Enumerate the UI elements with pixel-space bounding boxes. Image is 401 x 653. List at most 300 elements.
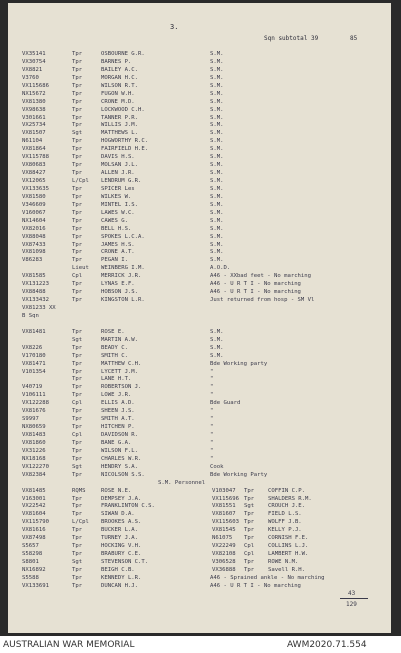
name: HOBSON J.S.	[101, 289, 139, 296]
service-number-2: V306528	[212, 559, 236, 565]
name: MINTEL I.S.	[101, 201, 139, 208]
page-number: 3.	[170, 23, 179, 31]
name: MERRICK J.R.	[101, 273, 142, 280]
rank: L/Cpl	[72, 178, 89, 184]
list-row	[22, 194, 382, 202]
service-number: VX81233 XX	[22, 305, 56, 311]
rank: Tpr	[72, 66, 83, 73]
rank: Tpr	[72, 574, 83, 581]
name: BEIGH C.B.	[101, 566, 135, 573]
service-number: VX82384	[22, 471, 46, 478]
name: HOCKING V.H.	[101, 543, 142, 550]
name: SIWAN D.A.	[101, 511, 135, 518]
name: SMITH A.T.	[101, 416, 135, 423]
list-row	[22, 83, 382, 91]
service-number: VX31226	[22, 447, 46, 454]
service-number: V301661	[22, 114, 46, 121]
remark: A.O.D.	[210, 265, 231, 272]
remark: S.M.	[210, 170, 224, 177]
list-row	[22, 496, 382, 504]
service-number: VX81483	[22, 432, 46, 438]
service-number: N61104	[22, 138, 43, 145]
list-row	[22, 535, 382, 543]
name: ALLEN J.R.	[101, 170, 135, 177]
remark: S.M.	[210, 146, 224, 153]
rank: Tpr	[72, 344, 83, 351]
remark: "	[210, 392, 214, 399]
remark: "	[210, 416, 214, 423]
rank-2: Cpl	[244, 551, 255, 558]
rank: Lieut	[72, 265, 89, 272]
service-number: VX81098	[22, 249, 46, 256]
remark: S.M.	[210, 193, 224, 200]
list-row	[22, 138, 382, 146]
service-number: VX131223	[22, 281, 49, 288]
name: LYCETT J.M.	[101, 368, 139, 375]
list-row	[22, 67, 382, 75]
list-row	[22, 400, 382, 408]
service-number: V106111	[22, 392, 46, 399]
remark: S.M.	[210, 257, 224, 264]
name: JAMES H.S.	[101, 241, 135, 248]
service-number: VX8226	[22, 344, 43, 351]
list-row	[22, 210, 382, 218]
remark: S.M.	[210, 90, 224, 97]
rank: Sgt	[72, 336, 83, 343]
squadron-subtotal-value: 85	[350, 35, 358, 42]
list-row	[22, 527, 382, 535]
list-row	[22, 321, 382, 329]
list-row	[22, 162, 382, 170]
name: BELL H.S.	[101, 225, 132, 232]
service-number: NX16892	[22, 566, 46, 573]
name-2: COFFIN C.P.	[268, 487, 306, 494]
rank: Tpr	[72, 122, 83, 129]
list-row	[22, 202, 382, 210]
service-number: VX81481	[22, 328, 46, 335]
service-number: NX14604	[22, 217, 46, 224]
name: KENNEDY L.R.	[101, 574, 142, 581]
archive-caption: AUSTRALIAN WAR MEMORIAL	[3, 640, 135, 650]
rank: Tpr	[72, 471, 83, 478]
service-number-2: VX81551	[212, 503, 236, 510]
list-row	[22, 170, 382, 178]
rank: Sgt	[72, 130, 83, 137]
remark: Cook	[210, 463, 224, 470]
remark: "	[210, 408, 214, 415]
service-number: VX81380	[22, 98, 46, 105]
list-row	[22, 99, 382, 107]
remark: S.M.	[210, 201, 224, 208]
remark: "	[210, 432, 214, 438]
service-number: NX18168	[22, 455, 46, 462]
rank: Tpr	[72, 408, 83, 415]
name: ROSE N.E.	[101, 487, 132, 494]
rank: Tpr	[72, 74, 83, 81]
rank: Sgt	[72, 463, 83, 470]
rank: Tpr	[72, 185, 83, 192]
name: FRANKLINTON C.S.	[101, 503, 155, 510]
service-number: VX115790	[22, 519, 49, 526]
rank: Tpr	[72, 51, 83, 57]
list-row	[22, 313, 382, 321]
service-number: VX133432	[22, 297, 49, 304]
remark: Just returned from hosp - SM Vl	[210, 297, 315, 304]
service-number: VX81676	[22, 408, 46, 415]
list-row	[22, 551, 382, 559]
list-row	[22, 488, 382, 496]
service-number: VX12065	[22, 178, 46, 184]
rank: Tpr	[72, 106, 83, 113]
list-row	[22, 511, 382, 519]
rank: Tpr	[72, 566, 83, 573]
rank-2: Cpl	[244, 543, 255, 550]
name: MOLSAN J.L.	[101, 162, 139, 169]
name: NICOLSON S.S.	[101, 471, 145, 478]
service-number: NX80659	[22, 424, 46, 431]
rank: Tpr	[72, 535, 83, 542]
name-2: COLLINS L.J.	[268, 543, 309, 550]
remark: "	[210, 439, 214, 446]
rank-2: Tpr	[244, 511, 255, 518]
footer-count-b: 129	[346, 601, 357, 608]
service-number-2: VX115603	[212, 519, 239, 526]
list-row	[22, 242, 382, 250]
remark: "	[210, 368, 214, 375]
name: BAILEY A.C.	[101, 66, 139, 73]
list-row	[22, 448, 382, 456]
list-row	[22, 305, 382, 313]
name: CAWES G.	[101, 217, 128, 224]
list-row	[22, 178, 382, 186]
list-row	[22, 519, 382, 527]
name: OSBOURNE G.R.	[101, 51, 145, 57]
archive-reference: AWM2020.71.554	[287, 640, 367, 650]
name: TURNEY J.A.	[101, 535, 139, 542]
rank: RQMS	[72, 487, 86, 494]
name: SPICER Les	[101, 185, 135, 192]
remark: S.M.	[210, 233, 224, 240]
name: BRABURY C.E.	[101, 551, 142, 558]
remark: S.M.	[210, 185, 224, 192]
service-number: VX81604	[22, 511, 46, 518]
remark: Bde Working party	[210, 360, 268, 367]
service-number-2: V103047	[212, 487, 236, 494]
name-2: WOLFF J.B.	[268, 519, 302, 526]
service-number: VX81485	[22, 487, 46, 494]
service-number: VX88488	[22, 289, 46, 296]
list-row	[22, 543, 382, 551]
name: SPOKES L.C.A.	[101, 233, 145, 240]
rank: Tpr	[72, 162, 83, 169]
service-number: VX8821	[22, 66, 43, 73]
name: BARNES P.	[101, 58, 132, 65]
service-number: VX81507	[22, 130, 46, 137]
service-number: V160067	[22, 209, 46, 216]
list-row	[22, 384, 382, 392]
name: MARTIN A.W.	[101, 336, 139, 343]
name-2: CORNISH F.E.	[268, 535, 309, 542]
list-row	[22, 130, 382, 138]
rank: Tpr	[72, 281, 83, 288]
list-row	[22, 289, 382, 297]
list-row	[22, 218, 382, 226]
service-number-2: VX81607	[212, 511, 236, 518]
service-number: VX115686	[22, 82, 49, 89]
name: BANE G.A.	[101, 439, 132, 446]
service-number-2: VX115696	[212, 495, 239, 502]
remark: S.M.	[210, 98, 224, 105]
rank-2: Sgt	[244, 503, 255, 510]
remark: S.M.	[210, 328, 224, 335]
rank: Tpr	[72, 551, 83, 558]
name-2: SHALDERS R.M.	[268, 495, 312, 502]
rank: Sgt	[72, 559, 83, 565]
rank: Tpr	[72, 289, 83, 296]
list-row	[22, 376, 382, 384]
rank: Tpr	[72, 170, 83, 177]
service-number: VX122288	[22, 400, 49, 407]
service-number: VX25734	[22, 122, 46, 129]
rank-2: Tpr	[244, 559, 255, 565]
remark: S.M.	[210, 154, 224, 161]
name: BEADY C.	[101, 344, 128, 351]
remark: S.M.	[210, 162, 224, 169]
rank: Tpr	[72, 58, 83, 65]
remark: S.M.	[210, 130, 224, 137]
rank: Tpr	[72, 360, 83, 367]
list-row	[22, 392, 382, 400]
name-2: ROWE N.M.	[268, 559, 299, 565]
remark: S.M.	[210, 114, 224, 121]
remark: S.M.	[210, 344, 224, 351]
service-number: V346609	[22, 201, 46, 208]
list-row	[22, 440, 382, 448]
rank: Tpr	[72, 249, 83, 256]
rank: Tpr	[72, 424, 83, 431]
remark: "	[210, 376, 214, 383]
remark: S.M.	[210, 225, 224, 232]
service-number: S58298	[22, 551, 43, 558]
service-number: V101354	[22, 368, 46, 375]
list-row	[22, 480, 382, 488]
name: LOWE J.R.	[101, 392, 132, 399]
rank: Tpr	[72, 582, 83, 589]
service-number: VX81864	[22, 146, 46, 153]
rank: Tpr	[72, 146, 83, 153]
rank-2: Tpr	[244, 495, 255, 502]
service-number: VX87433	[22, 241, 46, 248]
remark: A46 - XXbad feet - No marching	[210, 273, 312, 280]
service-number: VX98638	[22, 106, 46, 113]
rank: Tpr	[72, 241, 83, 248]
list-row	[22, 567, 382, 575]
remark: S.M.	[210, 51, 224, 57]
name: ROSE E.	[101, 328, 125, 335]
rank: Tpr	[72, 114, 83, 121]
service-number-2: VX82108	[212, 551, 236, 558]
name: DAVIS H.S.	[101, 154, 135, 161]
service-number: V163001	[22, 495, 46, 502]
rank: Tpr	[72, 384, 83, 391]
name: BUCKER L.A.	[101, 527, 139, 534]
service-number: VX81585	[22, 273, 46, 280]
list-row	[22, 432, 382, 440]
list-row	[22, 273, 382, 281]
name: LOCKWOOD C.H.	[101, 106, 145, 113]
list-row	[22, 91, 382, 99]
rank: Tpr	[72, 193, 83, 200]
rank: Cpl	[72, 273, 83, 280]
rank: Tpr	[72, 328, 83, 335]
remark: Bde Guard	[210, 400, 241, 407]
name-2: Savell R.H.	[268, 566, 306, 573]
service-number: NX15672	[22, 90, 46, 97]
name: TANNER P.R.	[101, 114, 139, 121]
remark: S.M.	[210, 138, 224, 145]
service-number: V170180	[22, 352, 46, 359]
rank: Tpr	[72, 201, 83, 208]
rank: L/Cpl	[72, 519, 89, 526]
list-row	[22, 329, 382, 337]
remark: A46 - U R T I - No marching	[210, 289, 301, 296]
remark: S.M.	[210, 178, 224, 184]
name: DEMPSEY J.A.	[101, 495, 142, 502]
name: DUNCAN H.J.	[101, 582, 139, 589]
name: CRONE A.T.	[101, 249, 135, 256]
list-row	[22, 583, 382, 591]
service-number: VX88427	[22, 170, 46, 177]
rank: Tpr	[72, 257, 83, 264]
list-row	[22, 408, 382, 416]
list-row	[22, 281, 382, 289]
rank-2: Tpr	[244, 487, 255, 494]
rank-2: Tpr	[244, 519, 255, 526]
service-number: VX88048	[22, 233, 46, 240]
service-number: S5588	[22, 574, 39, 581]
service-number: VX22542	[22, 503, 46, 510]
service-number: VX133635	[22, 185, 49, 192]
list-row	[22, 59, 382, 67]
service-number: VX87498	[22, 535, 46, 542]
rank: Tpr	[72, 225, 83, 232]
rank: Tpr	[72, 527, 83, 534]
list-row	[22, 75, 382, 83]
list-row	[22, 575, 382, 583]
name-2: KELLY P.J.	[268, 527, 302, 534]
service-number: VX133691	[22, 582, 49, 589]
remark: S.M.	[210, 209, 224, 216]
service-number: VX81860	[22, 439, 46, 446]
rank: Tpr	[72, 297, 83, 304]
rank: Tpr	[72, 90, 83, 97]
name-2: LAMBERT H.W.	[268, 551, 309, 558]
list-row	[22, 297, 382, 305]
list-row	[22, 234, 382, 242]
name: MATTHEW C.H.	[101, 360, 142, 367]
rank: Tpr	[72, 543, 83, 550]
remark: S.M.	[210, 122, 224, 129]
remark: S.M.	[210, 249, 224, 256]
remark: S.M.	[210, 336, 224, 343]
service-number: VX81580	[22, 193, 46, 200]
name: LAWES W.C.	[101, 209, 135, 216]
list-row	[22, 146, 382, 154]
rank: Tpr	[72, 352, 83, 359]
remark: "	[210, 384, 214, 391]
service-number-2: VX81545	[212, 527, 236, 534]
section-heading: S.M. Personnel	[158, 479, 206, 486]
service-number: S8801	[22, 559, 39, 565]
list-row	[22, 122, 382, 130]
name: DAVIDSON R.	[101, 432, 139, 438]
rank: Tpr	[72, 495, 83, 502]
list-row	[22, 416, 382, 424]
remark: S.M.	[210, 66, 224, 73]
name: WEINBERG I.M.	[101, 265, 145, 272]
rank: Tpr	[72, 439, 83, 446]
name: HOGWORTHY R.C.	[101, 138, 149, 145]
list-row	[22, 226, 382, 234]
remark: A46 - U R T I - No marching	[210, 582, 301, 589]
list-row	[22, 345, 382, 353]
name: WILLIS J.M.	[101, 122, 139, 129]
name: KINGSTON L.R.	[101, 297, 145, 304]
service-number-2: VX22249	[212, 543, 236, 550]
service-number: VX81616	[22, 527, 46, 534]
rank: Tpr	[72, 98, 83, 105]
name: MORGAN H.C.	[101, 74, 139, 81]
name-2: CROUCH J.E.	[268, 503, 306, 510]
service-number: VX30754	[22, 58, 46, 65]
personnel-list	[22, 51, 382, 591]
list-row	[22, 456, 382, 464]
remark: S.M.	[210, 74, 224, 81]
list-row	[22, 115, 382, 123]
remark: "	[210, 447, 214, 454]
name: ELLIS A.D.	[101, 400, 135, 407]
name: HITCHEN P.	[101, 424, 135, 431]
rank: Tpr	[72, 447, 83, 454]
service-number: VX122270	[22, 463, 49, 470]
rank: Tpr	[72, 376, 83, 383]
name: MATTHEWS L.	[101, 130, 139, 137]
remark: A46 - Sprained ankle - No marching	[210, 574, 325, 581]
name: CHARLES W.R.	[101, 455, 142, 462]
rank-2: Tpr	[244, 527, 255, 534]
rank: Tpr	[72, 82, 83, 89]
remark: S.M.	[210, 352, 224, 359]
rank: Cpl	[72, 432, 83, 438]
name: WILKES W.	[101, 193, 132, 200]
list-row	[22, 249, 382, 257]
list-row	[22, 337, 382, 345]
service-number-2: VX36888	[212, 566, 236, 573]
service-number: V40719	[22, 384, 43, 391]
service-number-2: N61075	[212, 535, 233, 542]
rank: Tpr	[72, 209, 83, 216]
name: ROBERTSON J.	[101, 384, 142, 391]
service-number: V3760	[22, 74, 39, 81]
rank-2: Tpr	[244, 535, 255, 542]
remark: "	[210, 424, 214, 431]
rank: Tpr	[72, 368, 83, 375]
name: STEVENSON C.T.	[101, 559, 149, 565]
service-number: VX82016	[22, 225, 46, 232]
list-row	[22, 353, 382, 361]
name: SMITH C.	[101, 352, 128, 359]
list-row	[22, 464, 382, 472]
